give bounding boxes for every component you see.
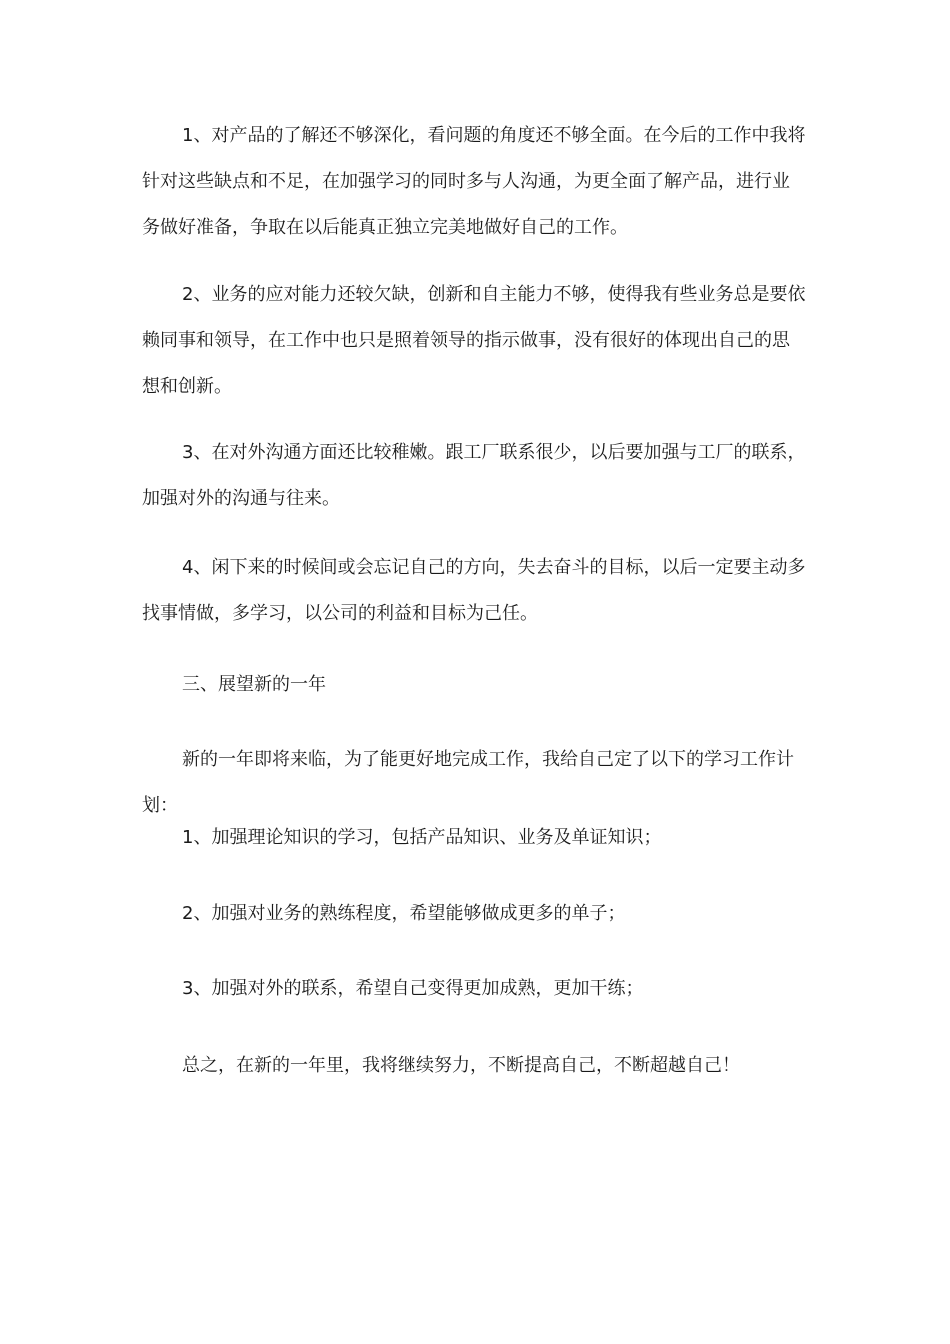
- section-heading-outlook: 三、展望新的一年: [182, 674, 326, 695]
- plan-item-2: 2、加强对业务的熟练程度，希望能够做成更多的单子；: [182, 903, 626, 924]
- plan-item-1: 1、加强理论知识的学习，包括产品知识、业务及单证知识；: [182, 827, 662, 848]
- paragraph-conclusion: 总之，在新的一年里，我将继续努力，不断提高自己，不断超越自己！: [182, 1055, 740, 1076]
- paragraph-weakness-3: 3、在对外沟通方面还比较稚嫩。跟工厂联系很少，以后要加强与工厂的联系，加强对外的沟通与往来。: [142, 442, 806, 509]
- paragraph-weakness-4: 4、闲下来的时候间或会忘记自己的方向，失去奋斗的目标，以后一定要主动多找事情做，多学习，以公司的利益和目标为己任。: [142, 557, 806, 624]
- plan-item-3: 3、加强对外的联系，希望自己变得更加成熟，更加干练；: [182, 978, 644, 999]
- paragraph-weakness-2: 2、业务的应对能力还较欠缺，创新和自主能力不够，使得我有些业务总是要依赖同事和领导，在工作中也只是照着领导的指示做事，没有很好的体现出自己的思想和创新。: [142, 284, 806, 397]
- paragraph-plan-intro: 新的一年即将来临，为了能更好地完成工作，我给自己定了以下的学习工作计划：: [142, 749, 794, 816]
- paragraph-weakness-1: 1、对产品的了解还不够深化，看问题的角度还不够全面。在今后的工作中我将针对这些缺点和不足，在加强学习的同时多与人沟通，为更全面了解产品，进行业务做好准备，争取在以后能真正独立完美地做好自己的工作。: [142, 125, 806, 238]
